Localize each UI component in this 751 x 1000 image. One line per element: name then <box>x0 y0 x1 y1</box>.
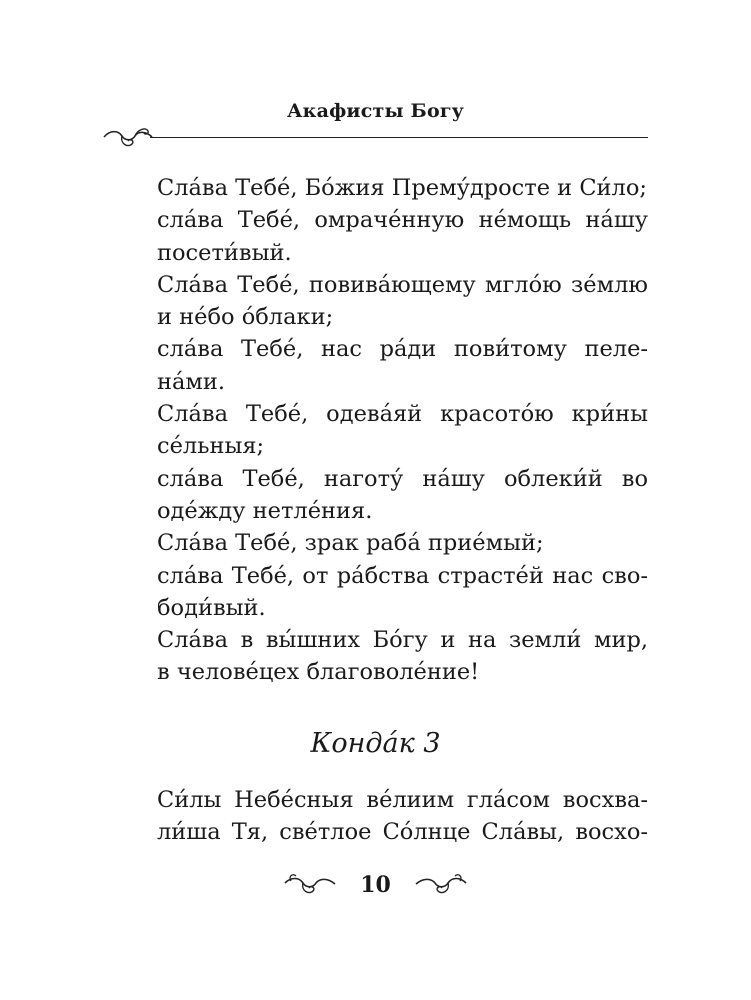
text-line: Сла́ва Тебе́, одева́яй красото́ю кри́ны <box>157 401 648 428</box>
header-rule <box>150 137 648 138</box>
ornament-scroll-icon <box>283 870 337 900</box>
text-line: боди́вый. <box>157 594 266 621</box>
text-line: оде́жду нетле́ния. <box>157 497 373 524</box>
text-line: на́ми. <box>157 368 226 395</box>
text-line: Си́лы Небе́сныя ве́лиим гла́сом восхва- <box>157 787 648 813</box>
text-line: сла́ва Тебе́, от ра́бства страсте́й нас сво- <box>157 562 648 589</box>
text-line: сла́ва Тебе́, омраче́нную не́мощь на́шу <box>157 207 648 234</box>
ornament-scroll-icon <box>102 120 154 154</box>
text-line: се́льныя; <box>157 433 265 460</box>
text-line: посети́вый. <box>157 239 292 266</box>
prayer-text <box>157 172 648 689</box>
text-line: Сла́ва Тебе́, повива́ющему мгло́ю зе́млю <box>157 271 648 298</box>
text-line: Сла́ва в вы́шних Бо́гу и на земли́ мир, <box>157 627 648 654</box>
text-line: ли́ша Тя, све́тлое Со́лнце Сла́вы, восхо- <box>157 819 648 846</box>
text-line: и не́бо о́блаки; <box>157 304 334 331</box>
ornament-scroll-icon <box>414 870 468 900</box>
prayer-text-continued <box>157 784 648 849</box>
text-line: сла́ва Тебе́, наготу́ на́шу облеки́й во <box>157 465 648 492</box>
header-title: Акафисты Богу <box>286 100 465 122</box>
text-line: сла́ва Тебе́, нас ра́ди пови́тому пеле- <box>157 336 648 363</box>
section-heading: Конда́к 3 <box>310 728 441 759</box>
page-footer <box>0 870 751 900</box>
text-line: в челове́цех благоволе́ние! <box>157 659 480 686</box>
page-number: 10 <box>360 872 391 898</box>
text-line: Сла́ва Тебе́, зрак раба́ прие́мый; <box>157 530 544 557</box>
text-line: Сла́ва Тебе́, Бо́жия Прему́дросте и Си́ло; <box>157 175 647 201</box>
